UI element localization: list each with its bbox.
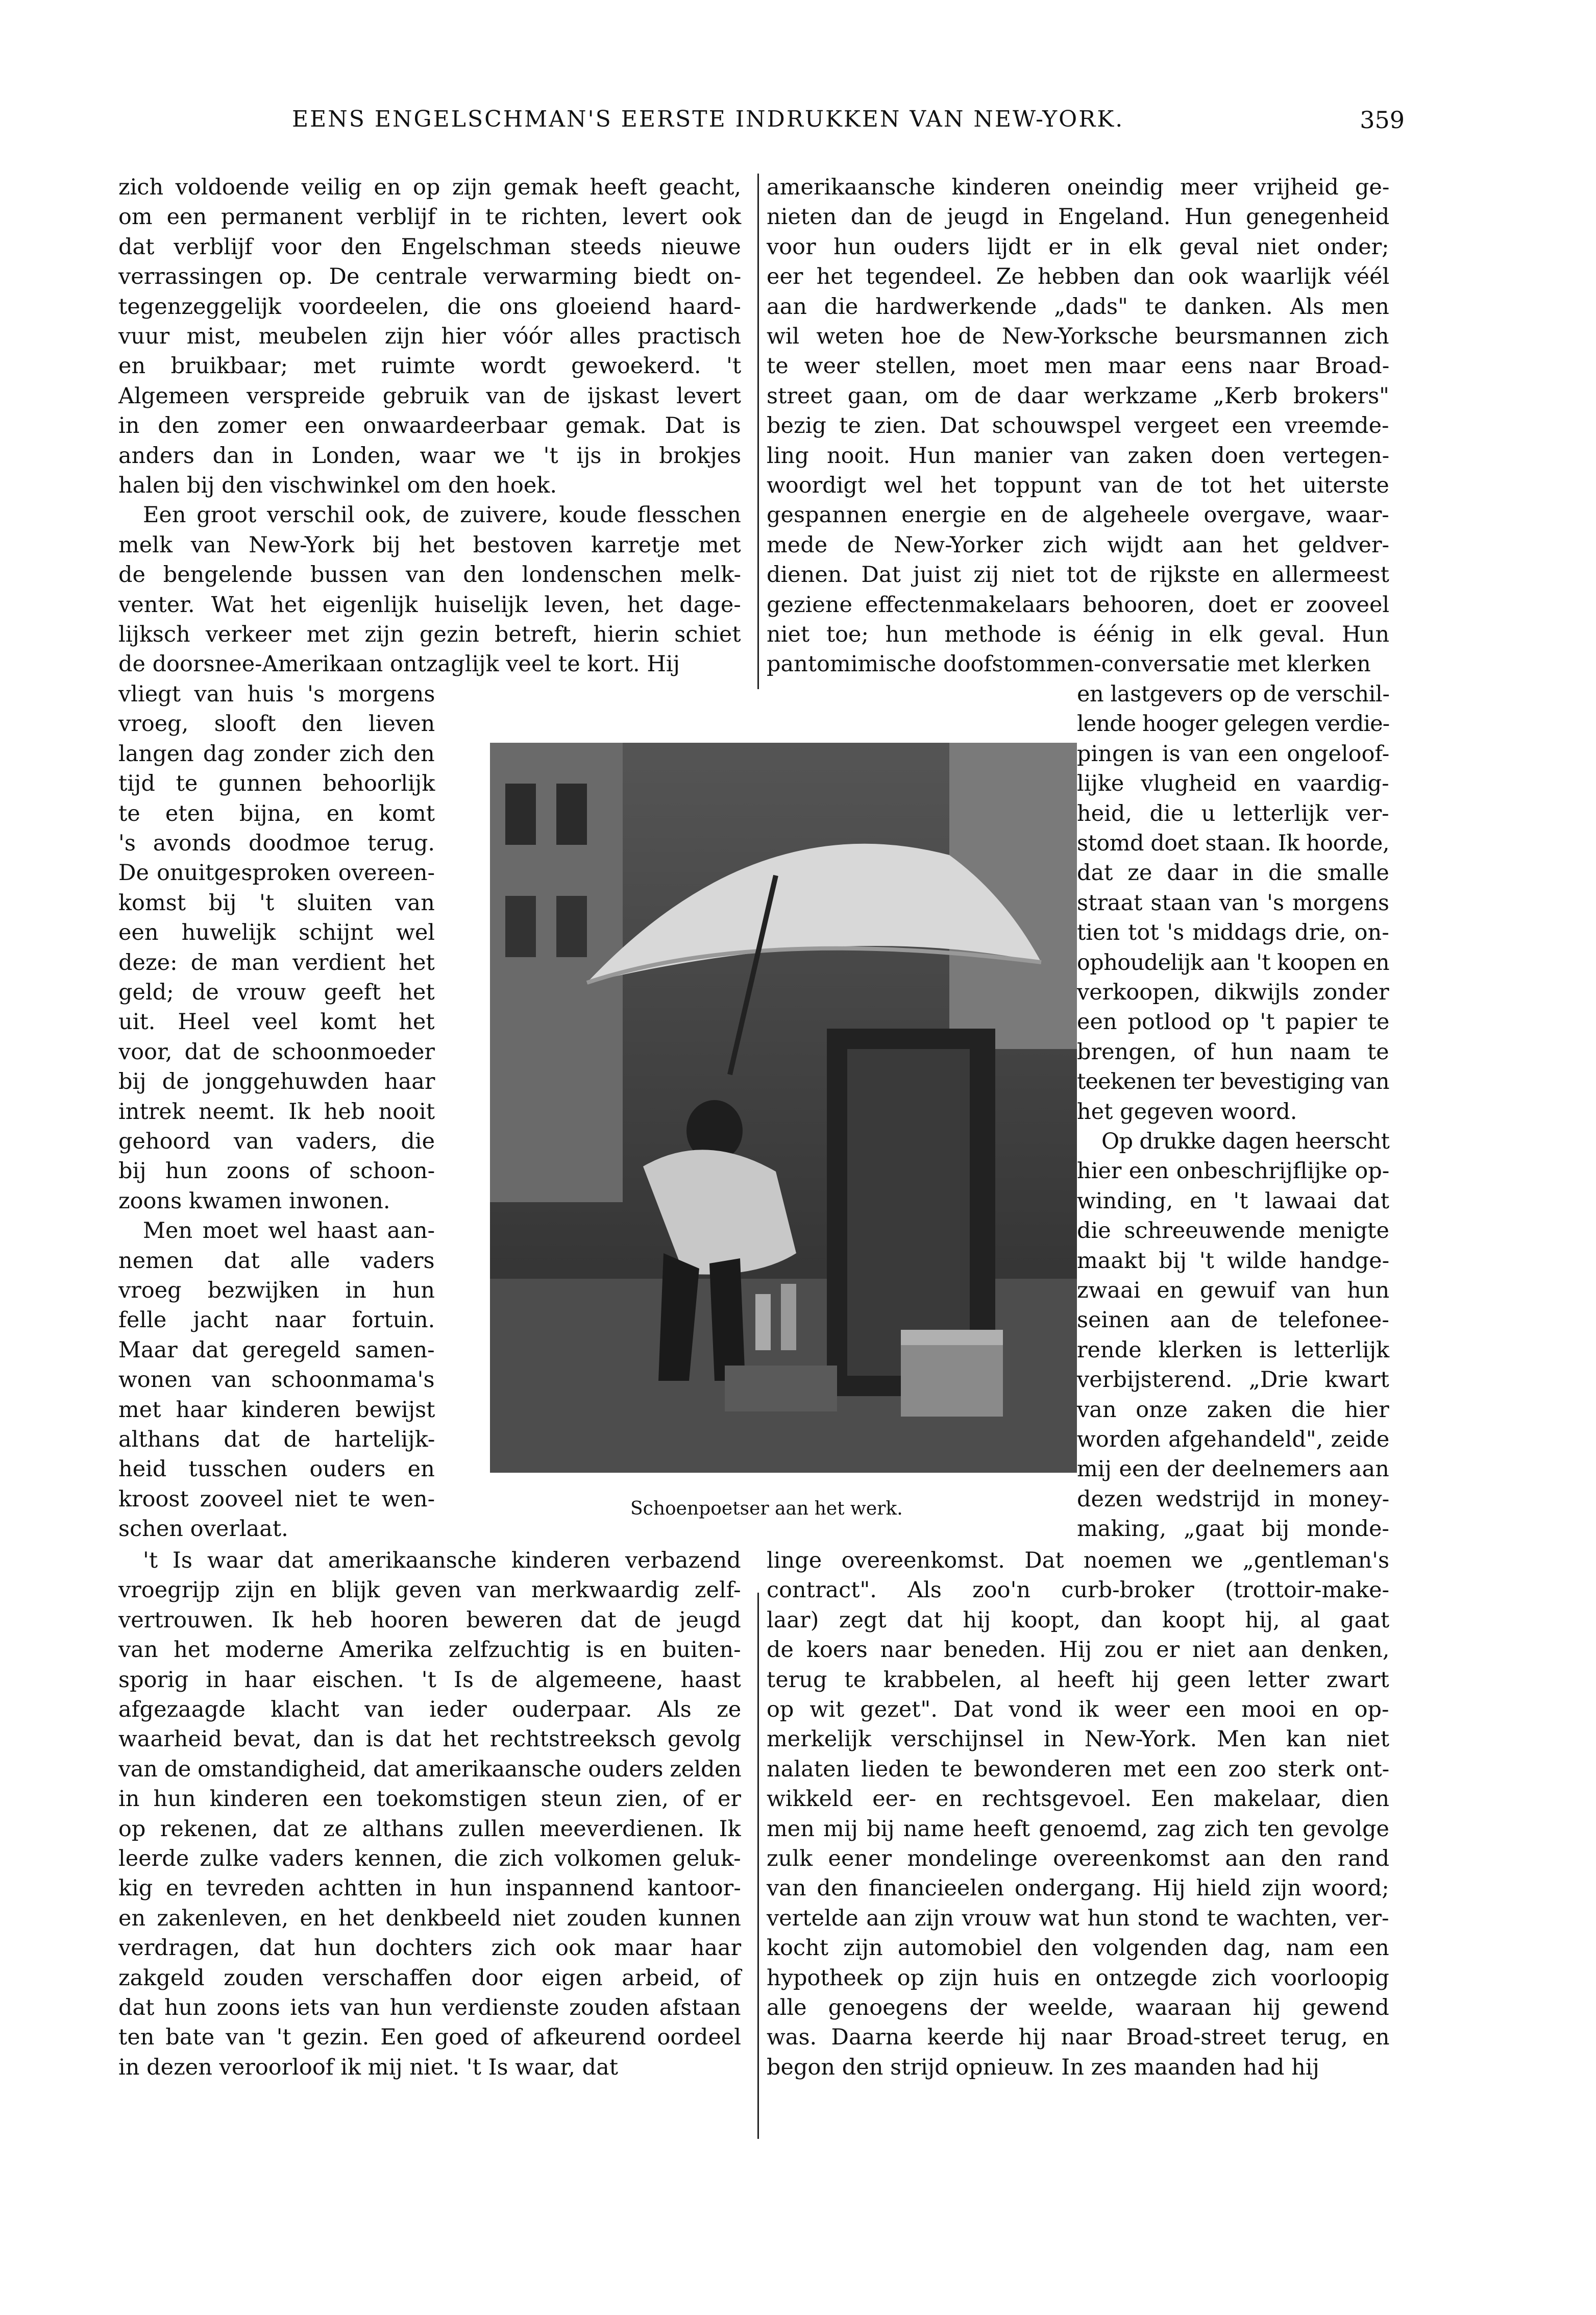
text-line: dezen wedstrijd in money- (1077, 1486, 1390, 1512)
text-line: bij hun zoons of schoon- (118, 1158, 435, 1184)
bootblack-photo (490, 743, 1077, 1473)
text-line: lende hooger gelegen verdie- (1077, 711, 1390, 737)
photo-illustration (490, 743, 1077, 1473)
text-line: zich voldoende veilig en op zijn gemak heeft geacht, (118, 175, 742, 200)
text-line: afgezaagde klacht van ieder ouderpaar. Als ze (118, 1697, 742, 1722)
running-header (118, 106, 1405, 137)
text-line: anders dan in Londen, waar we 't ijs in brokjes (118, 443, 742, 469)
column-rule-bottom (757, 1593, 759, 2139)
text-line: zoons kwamen inwonen. (118, 1188, 390, 1214)
text-line: winding, en 't lawaai dat (1077, 1188, 1389, 1214)
text-line: dienen. Dat juist zij niet tot de rijkste en allermeest (767, 562, 1389, 588)
text-line: uit. Heel veel komt het (118, 1009, 435, 1035)
text-line: kig en tevreden achtten in hun inspannend kantoor- (118, 1875, 741, 1902)
text-line: geld; de vrouw geeft het (118, 980, 435, 1005)
text-line: waarheid bevat, dan is dat het rechtstreeksch gevolg (118, 1726, 742, 1752)
text-line: de doorsnee-Amerikaan ontzaglijk veel te kort. Hij (118, 651, 680, 677)
text-line: begon den strijd opnieuw. In zes maanden had hij (767, 2054, 1319, 2080)
text-line: leerde zulke vaders kennen, die zich volkomen geluk- (118, 1846, 741, 1871)
text-line: Op drukke dagen heerscht (1101, 1129, 1390, 1154)
text-line: in hun kinderen een toekomstigen steun zien, of er (118, 1786, 741, 1812)
text-line: verrassingen op. De centrale verwarming biedt on- (118, 264, 742, 290)
text-line: bezig te zien. Dat schouwspel vergeet een vreemde- (767, 413, 1389, 439)
text-line: nieten dan de jeugd in Engeland. Hun genegenheid (767, 204, 1390, 230)
text-line: niet toe; hun methode is éénig in elk geval. Hun (767, 622, 1390, 647)
text-line: verbijsterend. „Drie kwart (1077, 1367, 1389, 1393)
text-line: hypotheek op zijn huis en ontzegde zich voorloopig (767, 1965, 1389, 1991)
text-line: lijksch verkeer met zijn gezin betreft, hierin schiet (118, 622, 741, 647)
text-line: van onze zaken die hier (1077, 1397, 1389, 1423)
text-line: tien tot 's middags drie, on- (1077, 920, 1389, 946)
text-line: het gegeven woord. (1077, 1099, 1297, 1125)
text-line: amerikaansche kinderen oneindig meer vrijheid ge- (767, 175, 1390, 200)
text-line: van den financieelen ondergang. Hij hield zijn woord; (767, 1875, 1389, 1902)
text-line: woordigt wel het toppunt van de tot het uiterste (767, 473, 1389, 498)
text-line: deze: de man verdient het (118, 949, 435, 976)
text-line: nemen dat alle vaders (118, 1248, 435, 1274)
text-line: om een permanent verblijf in te richten, levert ook (118, 204, 742, 230)
text-line: tijd te gunnen behoorlijk (118, 771, 435, 797)
text-line: vroeg, slooft den lieven (118, 711, 435, 737)
text-line: pingen is van een ongeloof- (1077, 741, 1390, 767)
figure-caption: Schoenpoetser aan het werk. (630, 1498, 903, 1519)
text-line: vliegt van huis 's morgens (118, 681, 435, 707)
text-line: mede de New-Yorker zich wijdt aan het geldver- (767, 532, 1390, 558)
text-line: zulk eener mondelinge overeenkomst aan den rand (767, 1846, 1390, 1871)
text-line: gehoord van vaders, die (118, 1129, 435, 1154)
text-line: te eten bijna, en komt (118, 800, 435, 826)
running-title: EENS ENGELSCHMAN'S EERSTE INDRUKKEN VAN NEW-YORK. (292, 106, 1124, 132)
text-line: en zakenleven, en het denkbeeld niet zouden kunnen (118, 1905, 741, 1931)
text-line: laar) zegt dat hij koopt, dan koopt hij, al gaat (767, 1607, 1390, 1633)
text-line: met haar kinderen bewijst (118, 1397, 435, 1423)
text-line: lijke vlugheid en vaardig- (1077, 771, 1389, 797)
text-line: Men moet wel haast aan- (143, 1218, 435, 1244)
text-line: making, „gaat bij monde- (1077, 1516, 1389, 1542)
text-line: en bruikbaar; met ruimte wordt gewoekerd. 't (118, 353, 742, 379)
text-line: stomd doet staan. Ik hoorde, (1077, 831, 1390, 856)
text-line: dat verblijf voor den Engelschman steeds nieuwe (118, 234, 741, 260)
text-line: ten bate van 't gezin. Een goed of afkeurend oordeel (118, 2025, 741, 2051)
text-line: seinen aan de telefonee- (1077, 1307, 1389, 1333)
text-line: voor hun ouders lijdt er in elk geval niet onder; (767, 234, 1389, 260)
text-line: een huwelijk schijnt wel (118, 920, 435, 946)
text-line: pantomimische doofstommen-conversatie met klerken (767, 651, 1371, 677)
text-line: De onuitgesproken overeen- (118, 860, 435, 886)
text-line: wil weten hoe de New-Yorksche beursmannen zich (767, 324, 1389, 349)
text-line: voor, dat de schoonmoeder (118, 1039, 435, 1065)
text-line: linge overeenkomst. Dat noemen we „gentleman's (767, 1548, 1390, 1573)
text-line: mij een der deelnemers aan (1077, 1456, 1389, 1482)
text-line: kroost zooveel niet te wen- (118, 1486, 435, 1512)
text-line: intrek neemt. Ik heb nooit (118, 1099, 435, 1125)
text-line: vertelde aan zijn vrouw wat hun stond te wachten, ver- (767, 1905, 1389, 1931)
text-line: worden afgehandeld", zeide (1077, 1427, 1390, 1452)
text-line: vroegrijp zijn en blijk geven van merkwaardig zelf- (118, 1577, 741, 1603)
text-line: Een groot verschil ook, de zuivere, koude flesschen (143, 502, 741, 528)
text-line: die schreeuwende menigte (1077, 1218, 1389, 1244)
text-line: rende klerken is letterlijk (1077, 1337, 1390, 1363)
text-line: de bengelende bussen van den londenschen melk- (118, 562, 742, 588)
text-line: Maar dat geregeld samen- (118, 1337, 435, 1363)
text-line: gespannen energie en de algeheele overgave, waar- (767, 502, 1389, 528)
text-line: sporig in haar eischen. 't Is de algemeene, haast (118, 1667, 741, 1693)
text-line: heid tusschen ouders en (118, 1456, 435, 1482)
text-line: melk van New-York bij het bestoven karretje met (118, 532, 741, 558)
text-line: maakt bij 't wilde handge- (1077, 1248, 1390, 1274)
text-line: straat staan van 's morgens (1077, 890, 1389, 916)
text-line: ophoudelijk aan 't koopen en (1077, 949, 1389, 976)
text-line: verdragen, dat hun dochters zich ook maar haar (118, 1935, 742, 1961)
text-line: zakgeld zouden verschaffen door eigen arbeid, of (118, 1965, 741, 1991)
text-line: venter. Wat het eigenlijk huiselijk leven, het dage- (118, 592, 741, 618)
text-line: schen overlaat. (118, 1516, 288, 1542)
text-line: van het moderne Amerika zelfzuchtig is en buiten- (118, 1637, 741, 1663)
text-line: ling nooit. Hun manier van zaken doen vertegen- (767, 443, 1390, 469)
text-line: dat ze daar in die smalle (1077, 860, 1389, 886)
text-line: alle genoegens der weelde, waaraan hij gewend (767, 1995, 1389, 2020)
text-line: te weer stellen, moet men maar eens naar Broad- (767, 353, 1390, 379)
text-line: was. Daarna keerde hij naar Broad-street terug, en (767, 2025, 1390, 2051)
text-line: Algemeen verspreide gebruik van de ijskast levert (118, 383, 741, 409)
text-line: 's avonds doodmoe terug. (118, 831, 435, 856)
text-line: op wit gezet". Dat vond ik weer een mooi en op- (767, 1697, 1389, 1722)
text-line: op rekenen, dat ze althans zullen meeverdienen. Ik (118, 1816, 741, 1842)
text-line: dat hun zoons iets van hun verdienste zouden afstaan (118, 1995, 741, 2020)
text-line: langen dag zonder zich den (118, 741, 435, 767)
text-line: terug te krabbelen, al heeft hij geen letter zwart (767, 1667, 1389, 1693)
text-line: aan die hardwerkende „dads" te danken. Als men (767, 294, 1389, 320)
text-line: geziene effectenmakelaars behooren, doet er zooveel (767, 592, 1390, 618)
text-line: hier een onbeschrijflijke op- (1077, 1158, 1390, 1184)
text-line: van de omstandigheid, dat amerikaansche ouders zelden (118, 1756, 742, 1782)
text-line: contract". Als zoo'n curb-broker (trottoir-make- (767, 1577, 1390, 1603)
text-line: teekenen ter bevestiging van (1077, 1069, 1389, 1095)
text-line: heid, die u letterlijk ver- (1077, 800, 1389, 826)
text-line: wikkeld eer- en rechtsgevoel. Een makelaar, dien (767, 1786, 1390, 1812)
text-line: bij de jonggehuwden haar (118, 1069, 435, 1095)
column-rule-top (757, 174, 759, 689)
text-line: brengen, of hun naam te (1077, 1039, 1389, 1065)
text-line: nalaten lieden te bewonderen met een zoo sterk ont- (767, 1756, 1390, 1782)
text-line: vroeg bezwijken in hun (118, 1278, 435, 1303)
text-line: kocht zijn automobiel den volgenden dag, nam een (767, 1935, 1389, 1961)
text-line: halen bij den vischwinkel om den hoek. (118, 473, 557, 498)
text-line: de koers naar beneden. Hij zou er niet aan denken, (767, 1637, 1390, 1663)
text-line: verkoopen, dikwijls zonder (1077, 980, 1389, 1005)
text-line: een potlood op 't papier te (1077, 1009, 1390, 1035)
text-line: wonen van schoonmama's (118, 1367, 435, 1393)
text-line: men mij bij name heeft genoemd, zag zich ten gevolge (767, 1816, 1390, 1842)
text-line: althans dat de hartelijk- (118, 1427, 435, 1452)
text-line: zwaai en gewuif van hun (1077, 1278, 1390, 1303)
page-number: 359 (1360, 106, 1405, 134)
text-line: komst bij 't sluiten van (118, 890, 435, 916)
text-line: felle jacht naar fortuin. (118, 1307, 435, 1333)
text-line: in den zomer een onwaardeerbaar gemak. Dat is (118, 413, 741, 439)
text-line: en lastgevers op de verschil- (1077, 681, 1390, 707)
text-line: vuur mist, meubelen zijn hier vóór alles practisch (118, 324, 742, 349)
text-line: street gaan, om de daar werkzame „Kerb brokers" (767, 383, 1389, 409)
text-line: vertrouwen. Ik heb hooren beweren dat de jeugd (118, 1607, 741, 1633)
text-line: 't Is waar dat amerikaansche kinderen verbazend (143, 1548, 741, 1573)
text-line: in dezen veroorloof ik mij niet. 't Is waar, dat (118, 2054, 618, 2080)
text-line: eer het tegendeel. Ze hebben dan ook waarlijk véél (767, 264, 1390, 290)
text-line: merkelijk verschijnsel in New-York. Men kan niet (767, 1726, 1390, 1752)
text-line: tegenzeggelijk voordeelen, die ons gloeiend haard- (118, 294, 741, 320)
